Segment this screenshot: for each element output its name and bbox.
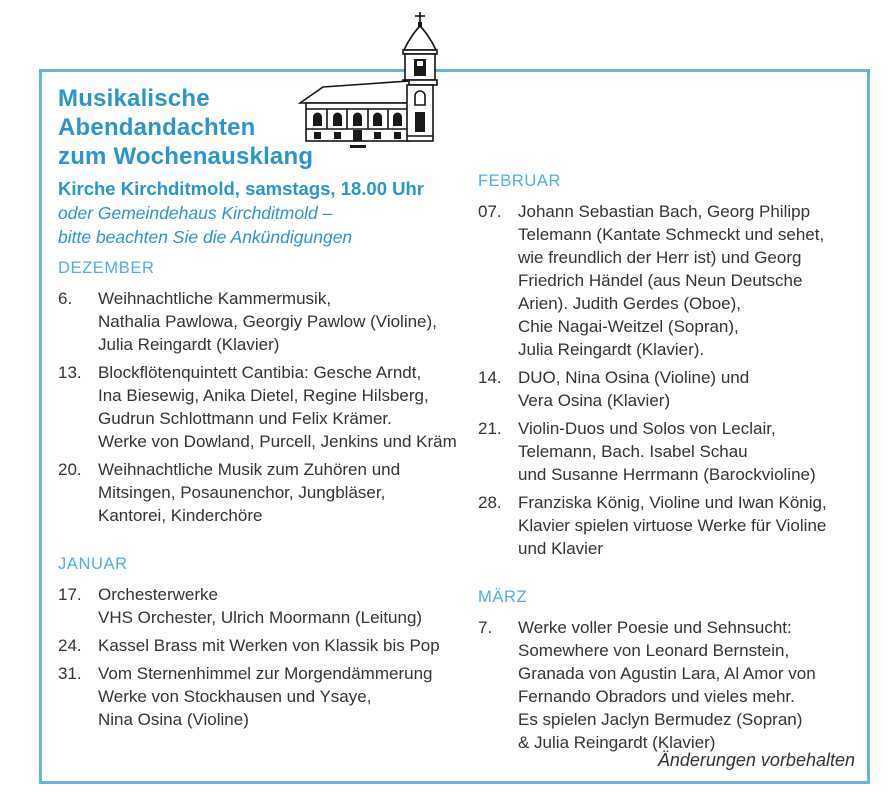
event-row bbox=[58, 662, 470, 731]
venue-note-line-1: oder Gemeindehaus Kirchditmold – bbox=[58, 203, 333, 223]
event-day: 13. bbox=[58, 363, 82, 382]
left-column bbox=[58, 258, 470, 736]
event-lines: Werke voller Poesie und Sehnsucht: Somewhere von Leonard Bernstein, Granada von Agustin Lara, Al Amor von Fernando Obradors und vieles mehr. Es spielen Jaclyn Bermudez (Sopran) & Julia Reingardt (Klavier) bbox=[518, 618, 816, 752]
event-row bbox=[58, 458, 470, 527]
event-row bbox=[58, 287, 470, 356]
event-lines: Blockflötenquintett Cantibia: Gesche Arndt, Ina Biesewig, Anika Dietel, Regine Hilsberg, Gudrun Schlottmann und Felix Krämer. Werke von Dowland, Purcell, Jenkins und Kräm bbox=[98, 363, 457, 451]
event-lines: Vom Sternenhimmel zur Morgendämmerung Werke von Stockhausen und Ysaye, Nina Osina (Violine) bbox=[98, 664, 433, 729]
event-lines: Weihnachtliche Kammermusik, Nathalia Pawlowa, Georgiy Pawlow (Violine), Julia Reingardt (Klavier) bbox=[98, 289, 437, 354]
footer-note: Änderungen vorbehalten bbox=[657, 750, 855, 770]
event-day: 07. bbox=[478, 202, 502, 221]
event-lines: DUO, Nina Osina (Violine) und Vera Osina (Klavier) bbox=[518, 368, 750, 410]
venue-note-line-2: bitte beachten Sie die Ankündigungen bbox=[58, 227, 353, 247]
event-row bbox=[478, 417, 890, 486]
event-day: 31. bbox=[58, 664, 82, 683]
month-section bbox=[58, 554, 470, 731]
event-day: 20. bbox=[58, 460, 82, 479]
event-row bbox=[58, 583, 470, 629]
month-heading: MÄRZ bbox=[478, 588, 528, 606]
event-row bbox=[478, 200, 890, 361]
month-section bbox=[478, 171, 890, 560]
event-day: 6. bbox=[58, 289, 73, 308]
event-day: 14. bbox=[478, 368, 502, 387]
venue-line: Kirche Kirchditmold, samstags, 18.00 Uhr bbox=[58, 178, 425, 199]
event-row bbox=[478, 491, 890, 560]
event-day: 28. bbox=[478, 493, 502, 512]
month-heading: FEBRUAR bbox=[478, 172, 562, 190]
event-lines: Orchesterwerke VHS Orchester, Ulrich Moormann (Leitung) bbox=[98, 585, 423, 627]
page-title-line-3: zum Wochenausklang bbox=[58, 143, 314, 170]
event-day: 21. bbox=[478, 419, 502, 438]
event-day: 17. bbox=[58, 585, 82, 604]
month-section bbox=[478, 587, 890, 754]
month-heading: DEZEMBER bbox=[58, 259, 155, 277]
event-row bbox=[58, 361, 470, 453]
event-row bbox=[478, 616, 890, 754]
month-section bbox=[58, 258, 470, 527]
event-lines: Johann Sebastian Bach, Georg Philipp Telemann (Kantate Schmeckt und sehet, wie freundlich der Herr ist) und Georg Friedrich Händel (aus Neun Deutsche Arien). Judith Gerdes (Oboe), Chie Nagai-Weitzel (Sopran), Julia Reingardt (Klavier). bbox=[518, 202, 825, 359]
event-lines: Weihnachtliche Musik zum Zuhören und Mitsingen, Posaunenchor, Jungbläser, Kantorei, Kinderchöre bbox=[98, 460, 401, 525]
event-row bbox=[58, 634, 470, 657]
page-title-line-1: Musikalische bbox=[58, 85, 210, 112]
program-frame bbox=[39, 69, 870, 784]
event-lines: Kassel Brass mit Werken von Klassik bis Pop bbox=[98, 636, 440, 655]
event-lines: Violin-Duos und Solos von Leclair, Telemann, Bach. Isabel Schau und Susanne Herrmann (Barockvioline) bbox=[518, 419, 816, 484]
event-day: 24. bbox=[58, 636, 82, 655]
event-row bbox=[478, 366, 890, 412]
page-title-line-2: Abendandachten bbox=[58, 114, 256, 141]
month-heading: JANUAR bbox=[58, 555, 128, 573]
event-day: 7. bbox=[478, 618, 493, 637]
right-column bbox=[478, 171, 890, 759]
church-icon bbox=[298, 10, 448, 152]
event-lines: Franziska König, Violine und Iwan König, Klavier spielen virtuose Werke für Violine und Klavier bbox=[518, 493, 827, 558]
